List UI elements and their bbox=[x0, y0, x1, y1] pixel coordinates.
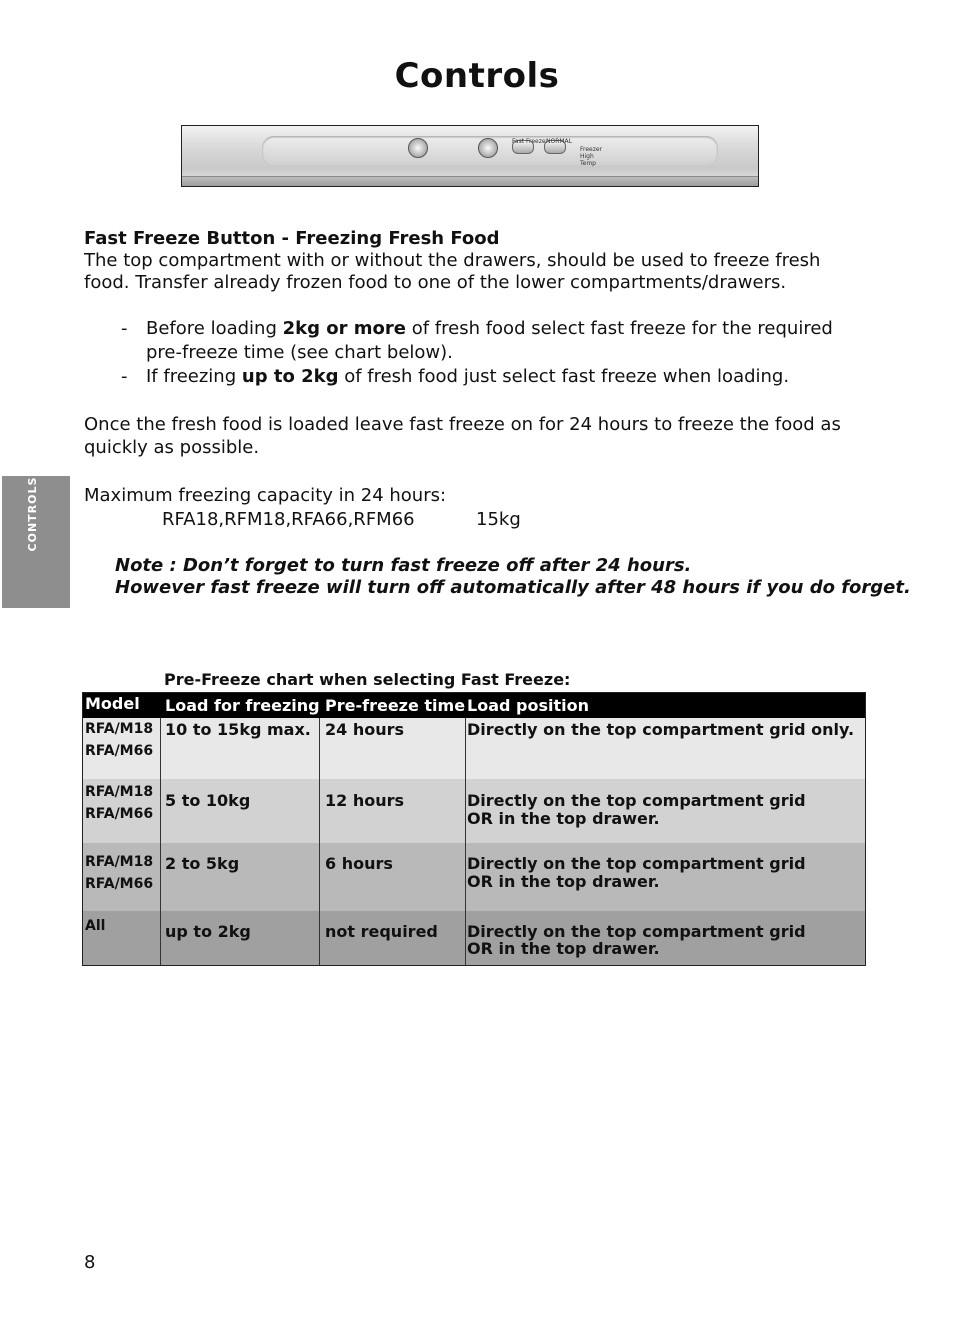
header-load: Load for freezing bbox=[165, 696, 320, 715]
fridge-dial-icon bbox=[478, 138, 498, 158]
capacity-value: 15kg bbox=[476, 509, 521, 530]
row-model-2: RFA/M66 bbox=[85, 743, 154, 759]
bullet-dash: - bbox=[121, 318, 128, 339]
header-time: Pre-freeze time bbox=[325, 696, 466, 715]
row-position-2: OR in the top drawer. bbox=[467, 872, 660, 891]
freezer-high-temp-label: Freezer High Temp bbox=[580, 146, 603, 167]
page-number: 8 bbox=[84, 1252, 96, 1273]
section-heading: Fast Freeze Button - Freezing Fresh Food bbox=[84, 228, 500, 249]
column-divider bbox=[160, 718, 161, 965]
table-row bbox=[83, 779, 865, 843]
capacity-label: Maximum freezing capacity in 24 hours: bbox=[84, 485, 447, 506]
bullet-item-1: - Before loading 2kg or more of fresh food select fast freeze for the required bbox=[121, 318, 833, 339]
row-model-2: RFA/M66 bbox=[85, 876, 154, 892]
bullet-item-1-cont: pre-freeze time (see chart below). bbox=[146, 342, 453, 363]
row-position-1: Directly on the top compartment grid bbox=[467, 791, 806, 810]
side-tab bbox=[2, 476, 70, 608]
intro-line-1: The top compartment with or without the drawers, should be used to freeze fresh bbox=[84, 250, 821, 271]
panel-strip bbox=[182, 176, 758, 186]
row-load: 2 to 5kg bbox=[165, 854, 240, 873]
table-row bbox=[83, 911, 865, 965]
row-load: 5 to 10kg bbox=[165, 791, 251, 810]
page-title: Controls bbox=[394, 56, 560, 96]
side-tab-label: CONTROLS bbox=[26, 476, 39, 552]
row-load: 10 to 15kg max. bbox=[165, 720, 311, 739]
row-time: 12 hours bbox=[325, 791, 405, 810]
row-time: 6 hours bbox=[325, 854, 393, 873]
header-model: Model bbox=[85, 694, 140, 713]
table-row bbox=[83, 718, 865, 779]
row-model-1: RFA/M18 bbox=[85, 784, 154, 800]
row-time: not required bbox=[325, 922, 438, 941]
table-row bbox=[83, 843, 865, 911]
chart-title: Pre-Freeze chart when selecting Fast Freeze: bbox=[164, 670, 571, 689]
bullet-dash: - bbox=[121, 366, 128, 387]
prefreeze-table bbox=[82, 692, 866, 966]
intro-line-2: food. Transfer already frozen food to one of the lower compartments/drawers. bbox=[84, 272, 787, 293]
column-divider bbox=[465, 718, 466, 965]
control-panel-image bbox=[181, 125, 759, 187]
row-position-2: OR in the top drawer. bbox=[467, 939, 660, 958]
header-position: Load position bbox=[467, 696, 589, 715]
column-divider bbox=[319, 718, 320, 965]
row-model-1: RFA/M18 bbox=[85, 721, 154, 737]
table-header bbox=[83, 693, 865, 718]
note-line-1: Note : Don’t forget to turn fast freeze off after 24 hours. bbox=[115, 555, 692, 576]
row-position-2: OR in the top drawer. bbox=[467, 809, 660, 828]
capacity-models: RFA18,RFM18,RFA66,RFM66 bbox=[162, 509, 415, 530]
row-load: up to 2kg bbox=[165, 922, 251, 941]
paragraph-line-2: quickly as possible. bbox=[84, 437, 260, 458]
row-model-1: All bbox=[85, 918, 106, 934]
row-position-1: Directly on the top compartment grid bbox=[467, 922, 806, 941]
row-model-1: RFA/M18 bbox=[85, 854, 154, 870]
bullet-item-2: - If freezing up to 2kg of fresh food just select fast freeze when loading. bbox=[121, 366, 790, 387]
row-position: Directly on the top compartment grid only. bbox=[467, 720, 855, 739]
row-model-2: RFA/M66 bbox=[85, 806, 154, 822]
freezer-dial-icon bbox=[408, 138, 428, 158]
fast-freeze-label: Fast Freeze bbox=[512, 138, 546, 145]
row-position-1: Directly on the top compartment grid bbox=[467, 854, 806, 873]
normal-label: NORMAL bbox=[546, 138, 573, 145]
row-time: 24 hours bbox=[325, 720, 405, 739]
note-line-2: However fast freeze will turn off automatically after 48 hours if you do forget. bbox=[115, 577, 911, 598]
paragraph-line-1: Once the fresh food is loaded leave fast freeze on for 24 hours to freeze the food as bbox=[84, 414, 841, 435]
